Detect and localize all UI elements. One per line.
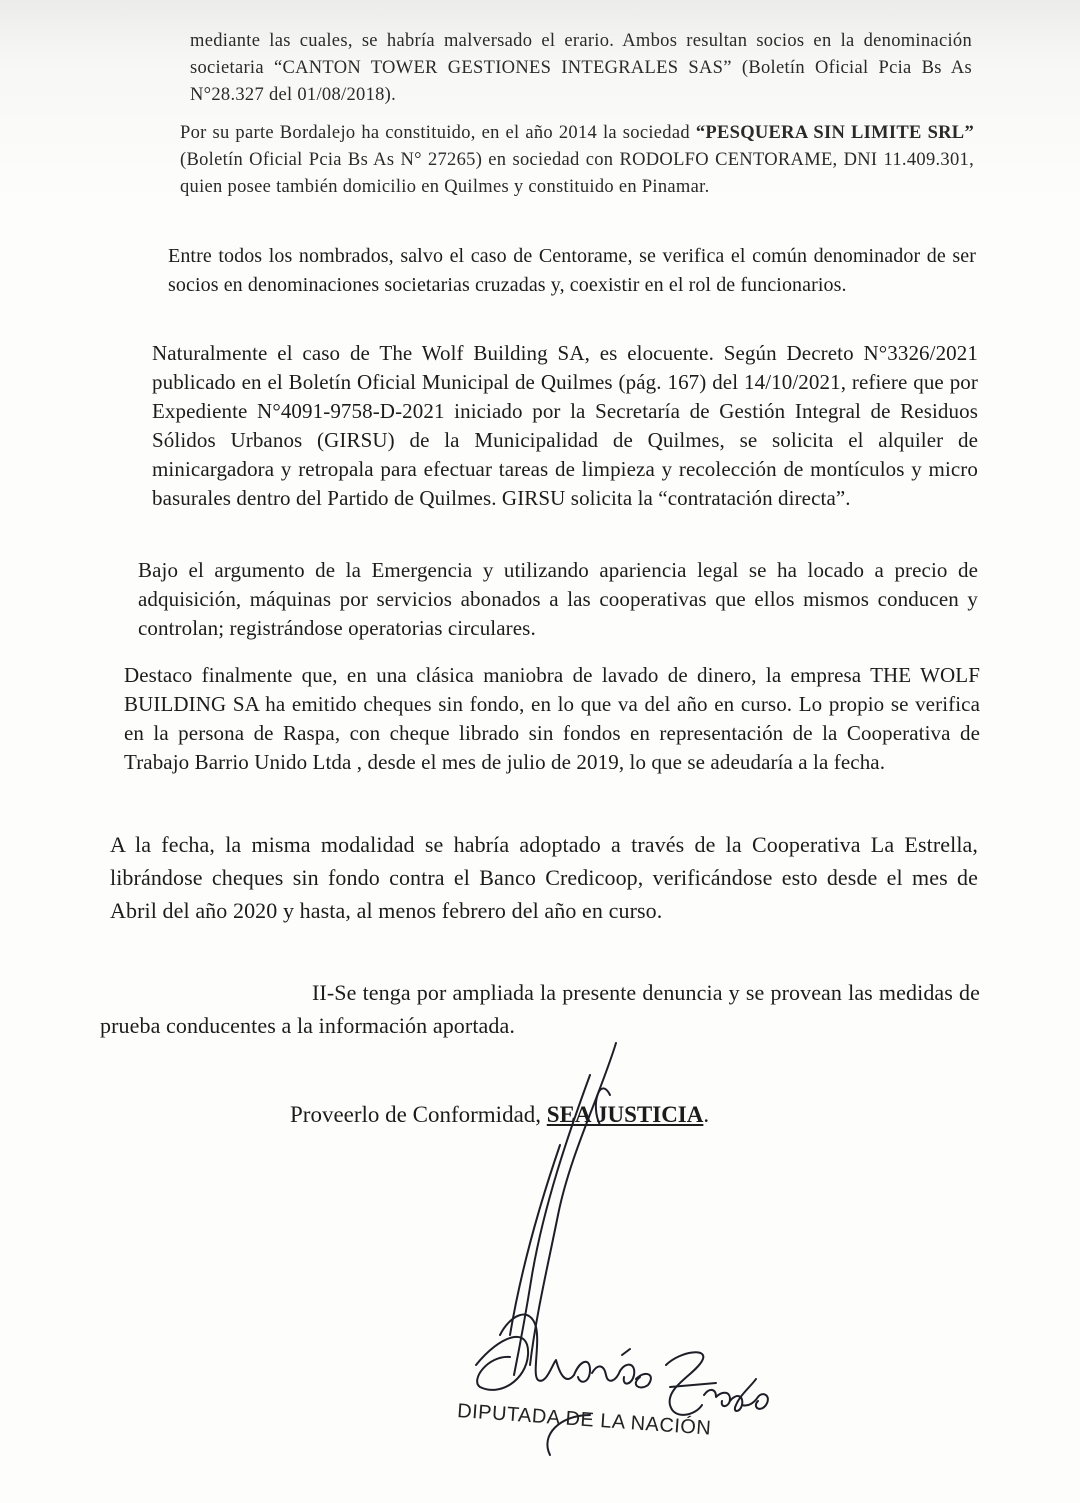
paragraph-canton-tower: mediante las cuales, se habría malversado el erario. Ambos resultan socios en la denominación societaria “CANTON TOWER GESTIONES INTEGRALES SAS” (Boletín Oficial Pcia Bs As N°28.327 del 01/08/2018). xyxy=(190,31,972,105)
paragraph-common-denominator: Entre todos los nombrados, salvo el caso de Centorame, se verifica el común denominador de ser socios en denominaciones societarias cruzadas y, coexistir en el rol de funcionarios. xyxy=(168,245,976,296)
paragraph-la-estrella: A la fecha, la misma modalidad se habría adoptado a través de la Cooperativa La Estrella, librándose cheques sin fondo contra el Banco Credicoop, verificándose esto desde el mes de Abril del año 2020 y hasta, al menos febrero del año en curso. xyxy=(110,832,978,923)
paragraph-request: II-Se tenga por ampliada la presente denuncia y se provean las medidas de prueba conducentes a la información aportada. xyxy=(100,980,980,1038)
paragraph-money-laundering: Destaco finalmente que, en una clásica maniobra de lavado de dinero, la empresa THE WOLF BUILDING SA ha emitido cheques sin fondo, en lo que va del año en curso. Lo propio se verifica en la persona de Raspa, con cheque librado sin fondos en representación de la Cooperativa de Trabajo Barrio Unido Ltda , desde el mes de julio de 2019, lo que se adeudaría a la fecha. xyxy=(124,663,980,774)
paragraph-pesquera xyxy=(180,120,974,201)
pesquera-text-after: (Boletín Oficial Pcia Bs As N° 27265) en sociedad con RODOLFO CENTORAME, DNI 11.409.301, quien posee también domicilio en Quilmes y constituido en Pinamar. xyxy=(180,150,974,197)
pesquera-text-before: Por su parte Bordalejo ha constituido, en el año 2014 la sociedad xyxy=(180,123,696,143)
signatory-title: DIPUTADA DE LA NACIÓN xyxy=(456,1400,713,1440)
closing-emphasis: SEA JUSTICIA xyxy=(546,1102,704,1127)
paragraph-wolf-building: Naturalmente el caso de The Wolf Building SA, es elocuente. Según Decreto N°3326/2021 publicado en el Boletín Oficial Municipal de Quilmes (pág. 167) del 14/10/2021, refiere que por Expediente N°4091-9758-D-2021 iniciado por la Secretaría de Gestión Integral de Residuos Sólidos Urbanos (GIRSU) de la Municipalidad de Quilmes, se solicita el alquiler de minicargadora y retropala para efectuar tareas de limpieza y recolección de montículos y micro basurales dentro del Partido de Quilmes. GIRSU solicita la “contratación directa”. xyxy=(152,341,978,510)
closing-period: . xyxy=(703,1102,710,1127)
pesquera-company-name: “PESQUERA SIN LIMITE SRL” xyxy=(695,123,975,143)
paragraph-emergency: Bajo el argumento de la Emergencia y utilizando apariencia legal se ha locado a precio de adquisición, máquinas por servicios abonados a las cooperativas que ellos mismos conducen y controlan; registrándose operatorias circulares. xyxy=(138,558,978,640)
closing-text: Proveerlo de Conformidad, xyxy=(290,1102,547,1127)
